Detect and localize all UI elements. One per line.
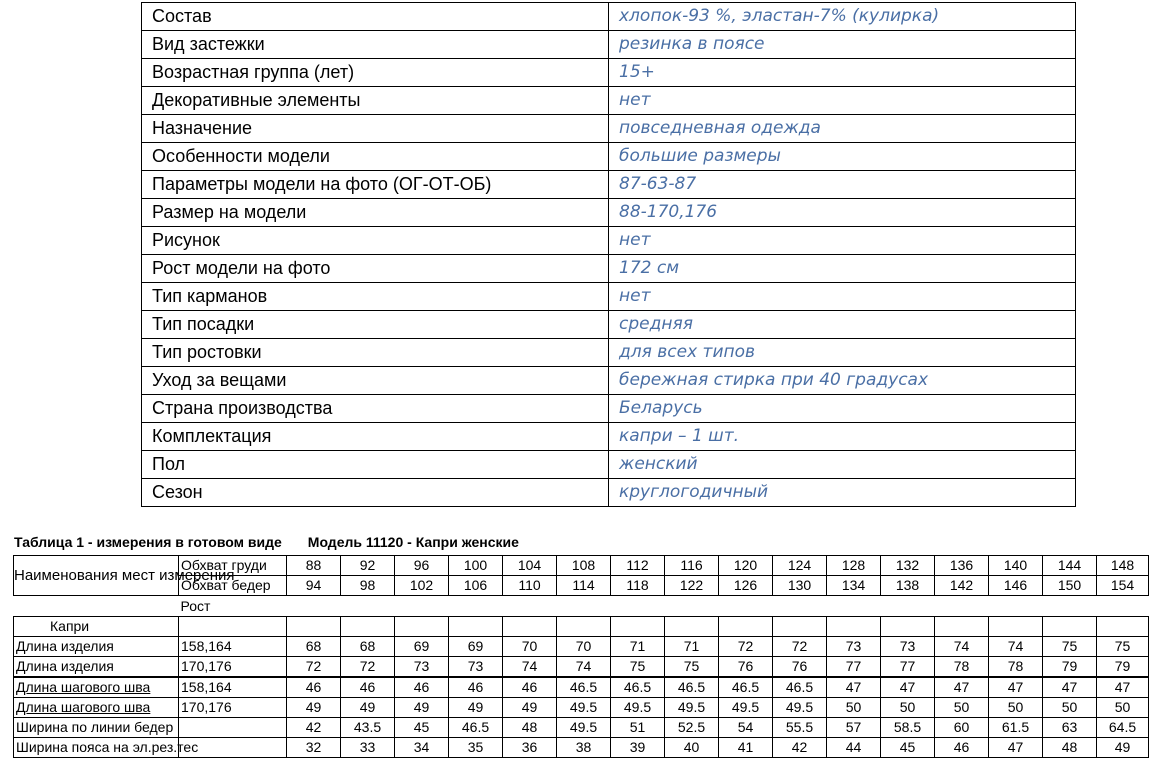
attribute-label: Пол: [142, 451, 609, 479]
empty-cell: [557, 617, 611, 637]
measurement-name: Длина шагового шва: [14, 698, 179, 718]
attribute-value: нет: [609, 87, 1076, 115]
measurement-value: 68: [341, 637, 395, 657]
attribute-label: Размер на модели: [142, 199, 609, 227]
model-title: Модель 11120 - Капри женские: [307, 534, 519, 550]
chest-size: 92: [341, 556, 395, 576]
measurement-value: 74: [935, 637, 989, 657]
attribute-row: [142, 199, 1076, 227]
chest-size: 148: [1097, 556, 1149, 576]
attribute-label: Сезон: [142, 479, 609, 507]
measurement-value: 49: [287, 698, 341, 718]
measurement-value: 43.5: [341, 718, 395, 738]
chest-size: 136: [935, 556, 989, 576]
attribute-label: Страна производства: [142, 395, 609, 423]
hip-size: 142: [935, 576, 989, 596]
attribute-label: Тип посадки: [142, 311, 609, 339]
attribute-value: повседневная одежда: [609, 115, 1076, 143]
empty-cell: [341, 617, 395, 637]
measurement-value: 41: [719, 738, 773, 758]
measurement-height: 158,164: [179, 637, 287, 657]
attribute-label: Уход за вещами: [142, 367, 609, 395]
measurement-height: 170,176: [179, 698, 287, 718]
chest-size: 96: [395, 556, 449, 576]
measurement-table: [13, 555, 1149, 758]
measurement-value: 47: [881, 677, 935, 698]
spacer-cell: [827, 596, 881, 617]
measurement-value: 55.5: [773, 718, 827, 738]
attribute-row: [142, 255, 1076, 283]
hip-size: 118: [611, 576, 665, 596]
empty-cell: [1097, 617, 1149, 637]
measurement-value: 46: [503, 677, 557, 698]
measurement-value: 45: [395, 718, 449, 738]
measurement-value: 75: [1043, 637, 1097, 657]
hip-label: Обхват бедер: [179, 576, 287, 596]
attribute-label: Декоративные элементы: [142, 87, 609, 115]
measurement-caption: [14, 534, 519, 550]
measurement-value: 69: [449, 637, 503, 657]
empty-cell: [503, 617, 557, 637]
hip-size: 122: [665, 576, 719, 596]
measurement-value: 49.5: [557, 698, 611, 718]
measurement-value: 50: [989, 698, 1043, 718]
measurement-name: Длина изделия: [14, 657, 179, 678]
measurement-value: 36: [503, 738, 557, 758]
attribute-row: [142, 143, 1076, 171]
attribute-row: [142, 367, 1076, 395]
attribute-label: Состав: [142, 3, 609, 31]
attribute-value: Беларусь: [609, 395, 1076, 423]
spacer-cell: [719, 596, 773, 617]
measurement-value: 47: [935, 677, 989, 698]
attribute-row: [142, 479, 1076, 507]
measurement-value: 78: [935, 657, 989, 678]
attribute-label: Рисунок: [142, 227, 609, 255]
measurement-body: [14, 556, 1149, 758]
attribute-row: [142, 31, 1076, 59]
chest-size: 140: [989, 556, 1043, 576]
measurement-value: 61.5: [989, 718, 1043, 738]
measurement-value: 72: [341, 657, 395, 678]
spacer-cell: [503, 596, 557, 617]
measurement-value: 73: [449, 657, 503, 678]
spacer-cell: [1043, 596, 1097, 617]
attribute-label: Тип ростовки: [142, 339, 609, 367]
measurement-value: 58.5: [881, 718, 935, 738]
hip-size: 130: [773, 576, 827, 596]
measurement-value: 76: [773, 657, 827, 678]
spacer-cell: [773, 596, 827, 617]
attribute-row: [142, 423, 1076, 451]
measurement-value: 49: [1097, 738, 1149, 758]
measurement-value: 77: [827, 657, 881, 678]
attribute-value: для всех типов: [609, 339, 1076, 367]
measurement-value: 46.5: [557, 677, 611, 698]
measurement-value: 49: [503, 698, 557, 718]
measurement-value: 45: [881, 738, 935, 758]
measurement-value: 42: [287, 718, 341, 738]
attribute-value: бережная стирка при 40 градусах: [609, 367, 1076, 395]
attribute-label: Комплектация: [142, 423, 609, 451]
measurement-value: 47: [827, 677, 881, 698]
measurement-value: 40: [665, 738, 719, 758]
measurement-value: 38: [557, 738, 611, 758]
section-label: Капри: [14, 617, 179, 637]
empty-cell: [773, 617, 827, 637]
measurement-row: [14, 677, 1149, 698]
product-attributes-table: [141, 2, 1076, 507]
attribute-row: [142, 311, 1076, 339]
measurement-height: 158,164: [179, 677, 287, 698]
chest-size: 100: [449, 556, 503, 576]
measurement-value: 73: [827, 637, 881, 657]
measurement-value: 50: [827, 698, 881, 718]
attribute-label: Возрастная группа (лет): [142, 59, 609, 87]
attribute-label: Назначение: [142, 115, 609, 143]
spacer-cell: [449, 596, 503, 617]
measurement-row: [14, 637, 1149, 657]
measurement-value: 49.5: [719, 698, 773, 718]
measurement-value: 63: [1043, 718, 1097, 738]
empty-cell: [1043, 617, 1097, 637]
measurement-value: 72: [719, 637, 773, 657]
size-header-chest: [14, 556, 1149, 576]
measurement-value: 52.5: [665, 718, 719, 738]
spacer-cell: [557, 596, 611, 617]
measurement-value: 73: [395, 657, 449, 678]
measurement-value: 51: [611, 718, 665, 738]
measurement-row: [14, 738, 1149, 758]
height-label: Рост: [179, 596, 287, 617]
measurement-value: 49.5: [665, 698, 719, 718]
spacer-cell: [611, 596, 665, 617]
measurement-value: 34: [395, 738, 449, 758]
empty-cell: [449, 617, 503, 637]
measurement-value: 71: [611, 637, 665, 657]
hip-size: 150: [1043, 576, 1097, 596]
measurement-value: 47: [1097, 677, 1149, 698]
spacer-cell: [395, 596, 449, 617]
measurement-value: 48: [1043, 738, 1097, 758]
attribute-value: большие размеры: [609, 143, 1076, 171]
measurement-value: 79: [1043, 657, 1097, 678]
measurement-value: 74: [557, 657, 611, 678]
measurement-value: 35: [449, 738, 503, 758]
measurement-value: 32: [287, 738, 341, 758]
empty-cell: [989, 617, 1043, 637]
hip-size: 134: [827, 576, 881, 596]
measurement-name-header: Наименования мест измерения: [14, 556, 179, 596]
measurement-value: 48: [503, 718, 557, 738]
measurement-value: 44: [827, 738, 881, 758]
attribute-row: [142, 87, 1076, 115]
chest-label: Обхват груди: [179, 556, 287, 576]
hip-size: 154: [1097, 576, 1149, 596]
chest-size: 104: [503, 556, 557, 576]
hip-size: 138: [881, 576, 935, 596]
attribute-row: [142, 227, 1076, 255]
measurement-row: [14, 698, 1149, 718]
measurement-value: 73: [881, 637, 935, 657]
attribute-label: Тип карманов: [142, 283, 609, 311]
attribute-label: Параметры модели на фото (ОГ-ОТ-ОБ): [142, 171, 609, 199]
attribute-value: хлопок-93 %, эластан-7% (кулирка): [609, 3, 1076, 31]
measurement-value: 57: [827, 718, 881, 738]
measurement-value: 49.5: [773, 698, 827, 718]
measurement-value: 46: [449, 677, 503, 698]
chest-size: 108: [557, 556, 611, 576]
measurement-value: 46.5: [449, 718, 503, 738]
hip-size: 94: [287, 576, 341, 596]
measurement-value: 50: [1097, 698, 1149, 718]
measurement-value: 75: [611, 657, 665, 678]
measurement-value: 49: [449, 698, 503, 718]
empty-cell: [287, 617, 341, 637]
measurement-value: 68: [287, 637, 341, 657]
measurement-height: 170,176: [179, 657, 287, 678]
measurement-value: 49.5: [611, 698, 665, 718]
table-caption: Таблица 1 - измерения в готовом виде: [14, 534, 282, 550]
measurement-value: 76: [719, 657, 773, 678]
hip-size: 106: [449, 576, 503, 596]
empty-cell: [881, 617, 935, 637]
measurement-value: 70: [557, 637, 611, 657]
measurement-name: Ширина пояса на эл.рез.тес: [14, 738, 179, 758]
height-label-row: [14, 596, 1149, 617]
measurement-value: 42: [773, 738, 827, 758]
measurement-value: 47: [1043, 677, 1097, 698]
chest-size: 88: [287, 556, 341, 576]
spacer-cell: [341, 596, 395, 617]
measurement-value: 46: [395, 677, 449, 698]
measurement-value: 75: [665, 657, 719, 678]
measurement-value: 72: [773, 637, 827, 657]
measurement-value: 70: [503, 637, 557, 657]
attribute-row: [142, 59, 1076, 87]
measurement-value: 50: [881, 698, 935, 718]
measurement-value: 74: [989, 637, 1043, 657]
measurement-value: 46: [287, 677, 341, 698]
measurement-value: 49: [395, 698, 449, 718]
attribute-row: [142, 339, 1076, 367]
attribute-row: [142, 115, 1076, 143]
attribute-label: Вид застежки: [142, 31, 609, 59]
hip-size: 114: [557, 576, 611, 596]
empty-cell: [827, 617, 881, 637]
measurement-value: 75: [1097, 637, 1149, 657]
attribute-value: резинка в поясе: [609, 31, 1076, 59]
empty-cell: [611, 617, 665, 637]
measurement-name: Длина изделия: [14, 637, 179, 657]
chest-size: 132: [881, 556, 935, 576]
attribute-row: [142, 395, 1076, 423]
measurement-value: 71: [665, 637, 719, 657]
measurement-row: [14, 657, 1149, 678]
size-header-hips: [14, 576, 1149, 596]
measurement-value: 46.5: [665, 677, 719, 698]
attribute-label: Рост модели на фото: [142, 255, 609, 283]
attribute-value: женский: [609, 451, 1076, 479]
measurement-value: 77: [881, 657, 935, 678]
attribute-row: [142, 3, 1076, 31]
measurement-value: 46: [341, 677, 395, 698]
measurement-value: 39: [611, 738, 665, 758]
empty-cell: [719, 617, 773, 637]
chest-size: 120: [719, 556, 773, 576]
hip-size: 110: [503, 576, 557, 596]
spacer-cell: [14, 596, 179, 617]
measurement-value: 33: [341, 738, 395, 758]
spacer-cell: [1097, 596, 1149, 617]
hip-size: 126: [719, 576, 773, 596]
empty-cell: [179, 617, 287, 637]
attribute-value: 172 см: [609, 255, 1076, 283]
attribute-value: 88-170,176: [609, 199, 1076, 227]
measurement-row: [14, 718, 1149, 738]
chest-size: 116: [665, 556, 719, 576]
measurement-value: 60: [935, 718, 989, 738]
attribute-row: [142, 283, 1076, 311]
measurement-value: 46.5: [719, 677, 773, 698]
hip-size: 98: [341, 576, 395, 596]
chest-size: 124: [773, 556, 827, 576]
chest-size: 112: [611, 556, 665, 576]
attribute-label: Особенности модели: [142, 143, 609, 171]
product-attributes-body: [142, 3, 1076, 507]
measurement-value: 47: [989, 738, 1043, 758]
measurement-value: 49: [341, 698, 395, 718]
measurement-name: Длина шагового шва: [14, 677, 179, 698]
hip-size: 146: [989, 576, 1043, 596]
measurement-value: 78: [989, 657, 1043, 678]
measurement-value: 79: [1097, 657, 1149, 678]
measurement-value: 46.5: [611, 677, 665, 698]
spacer-cell: [935, 596, 989, 617]
spacer-cell: [665, 596, 719, 617]
chest-size: 144: [1043, 556, 1097, 576]
measurement-value: 46.5: [773, 677, 827, 698]
measurement-height: [179, 718, 287, 738]
attribute-value: 15+: [609, 59, 1076, 87]
spacer-cell: [881, 596, 935, 617]
measurement-value: 72: [287, 657, 341, 678]
attribute-value: капри – 1 шт.: [609, 423, 1076, 451]
empty-cell: [395, 617, 449, 637]
attribute-value: 87-63-87: [609, 171, 1076, 199]
measurement-value: 50: [935, 698, 989, 718]
attribute-value: нет: [609, 283, 1076, 311]
attribute-value: нет: [609, 227, 1076, 255]
hip-size: 102: [395, 576, 449, 596]
attribute-row: [142, 171, 1076, 199]
spacer-cell: [287, 596, 341, 617]
measurement-value: 74: [503, 657, 557, 678]
spacer-cell: [989, 596, 1043, 617]
attribute-value: средняя: [609, 311, 1076, 339]
empty-cell: [935, 617, 989, 637]
measurement-value: 47: [989, 677, 1043, 698]
measurement-value: 54: [719, 718, 773, 738]
measurement-value: 50: [1043, 698, 1097, 718]
measurement-value: 69: [395, 637, 449, 657]
measurement-value: 64.5: [1097, 718, 1149, 738]
attribute-value: круглогодичный: [609, 479, 1076, 507]
measurement-value: 49.5: [557, 718, 611, 738]
chest-size: 128: [827, 556, 881, 576]
measurement-name: Ширина по линии бедер: [14, 718, 179, 738]
section-row: [14, 617, 1149, 637]
measurement-value: 46: [935, 738, 989, 758]
attribute-row: [142, 451, 1076, 479]
empty-cell: [665, 617, 719, 637]
